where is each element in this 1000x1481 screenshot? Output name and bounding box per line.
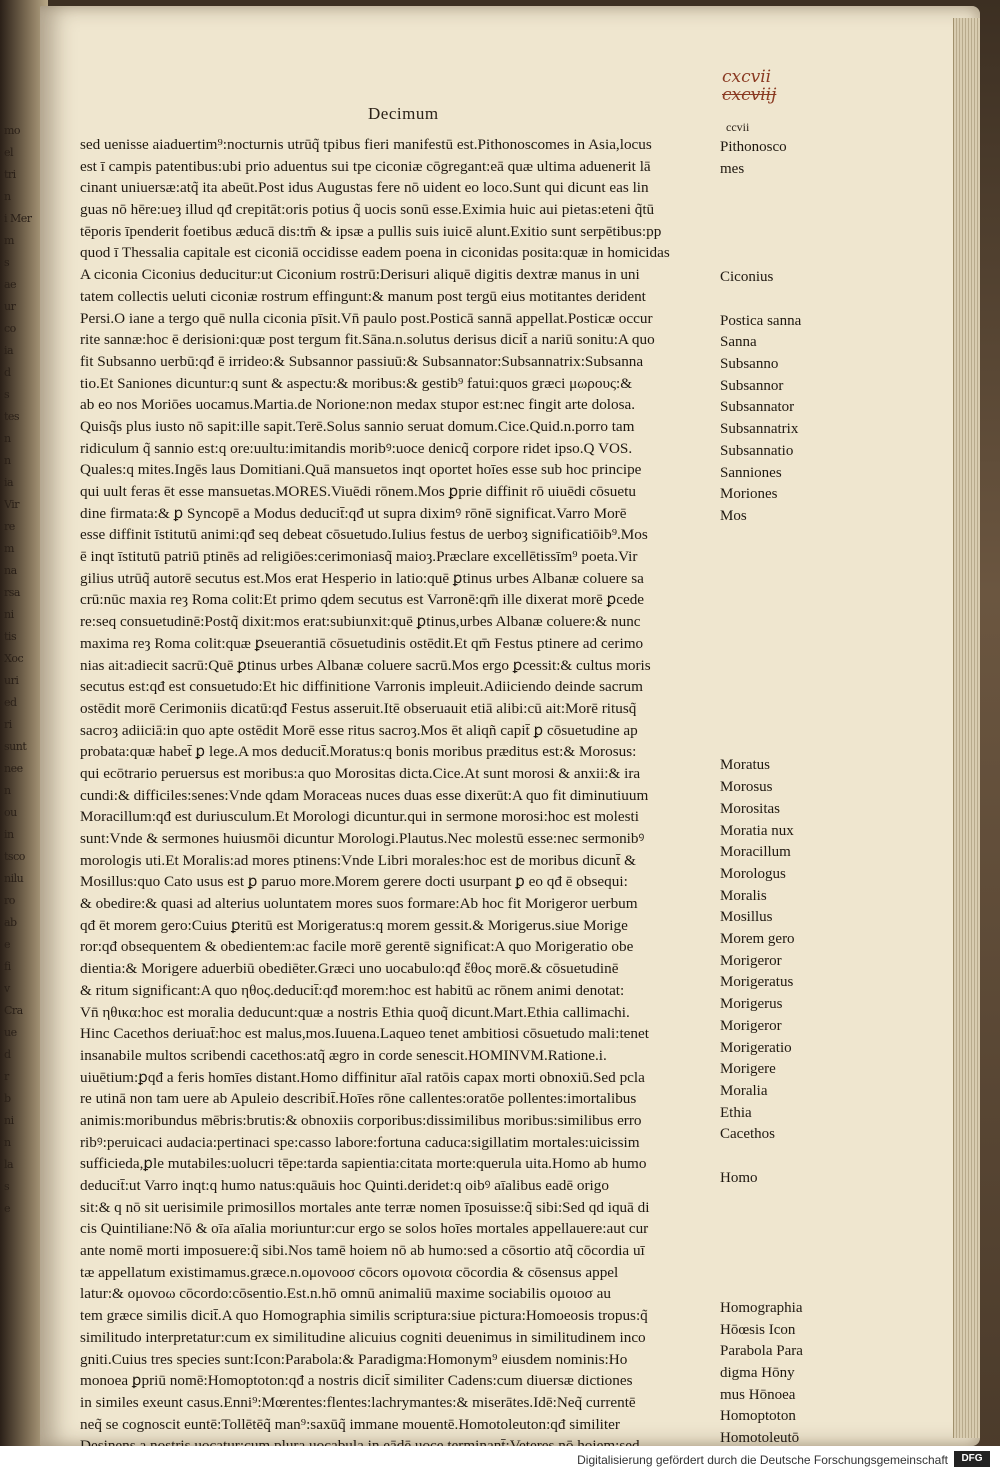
text-line: uiuētium:ꝑqđ a feris homīes distant.Homo diffinitur aīal ratōis capax morti obnoxiū.Sed pcla xyxy=(80,1068,645,1086)
marginal-note: Subsannator xyxy=(720,399,795,416)
bleed-fragment: s xyxy=(4,388,10,401)
marginal-note: Homotoleutō xyxy=(720,1430,800,1447)
marginal-note: Morositas xyxy=(720,800,780,817)
marginal-note: Morigeror xyxy=(720,1017,782,1034)
bleed-fragment: n xyxy=(4,1136,11,1149)
bleed-fragment: n xyxy=(4,432,11,445)
bleed-fragment: Xoc xyxy=(4,652,24,665)
text-line: quod ī Thessalia capitale est ciconiā occidisse eadem poena in ciconidas posita:quæ in homicidas xyxy=(80,244,670,262)
marginal-note: Moralia xyxy=(720,1082,768,1099)
text-line: Hinc Cacethos deriuat̄:hoc est malus,mos.Iuuena.Laqueo tenet ambitiosi cōsuetudo mali:tenet xyxy=(80,1025,649,1043)
marginal-note: Homographia xyxy=(720,1299,803,1316)
bleed-fragment: na xyxy=(4,564,17,577)
bleed-fragment: ae xyxy=(4,278,17,291)
marginal-note: Postica sanna xyxy=(720,312,802,329)
bleed-fragment: la xyxy=(4,1158,14,1171)
text-line: cis Quintiliane:Nō & oīa aīalia moriuntur:cur ergo se solos hoīes mortales appellauere:aut cur xyxy=(80,1220,649,1238)
text-line: sacroȝ adiiciā:in quo apte ostēdit Morē esse ritus sacroȝ.Mos ēt aliqñ capit̄ ꝑ cōsuetudine ap xyxy=(80,721,638,739)
marginal-note: mes xyxy=(720,160,745,177)
dfg-logo: DFG xyxy=(954,1451,990,1467)
bleed-fragment: e xyxy=(4,1202,11,1215)
text-line: A ciconia Ciconius deducitur:ut Ciconium rostrū:Derisuri aliquē digitis dextræ manus in uni xyxy=(80,266,640,284)
bleed-fragment: b xyxy=(4,1092,11,1105)
bleed-fragment: i Mer xyxy=(4,212,32,225)
text-line: ante nomē morti imposuere:q̃ sibi.Nos tamē hoiem nō ab humo:sed a cōsortio atq̃ cōcordia uī xyxy=(80,1242,645,1260)
text-line: guas nō hēre:ueȝ illud qđ crepitāt:oris potius q̃ uocis sonū esse.Eximia huic aui pietas:eteni q̃tū xyxy=(80,201,655,219)
text-line: qđ ēt morem gero:Cuius ꝑteritū est Morigeratus:q morem gessit.& Morigerus.siue Morige xyxy=(80,916,628,934)
text-line: & ritum significant:A quo ηθος.deducit̄:qđ morem:hoc est habitū ac rōnem animi denotat: xyxy=(80,981,625,999)
text-line: ostēdit morē Cerimoniis dicatū:qđ Festus asseruit.Itē obseruauit etiā alibi:cū ait:Morē ritusq̃ xyxy=(80,699,637,717)
text-line: Vn̄ ηθικα:hoc est moralia deducunt:quæ a nostris Ethia quoq̃ dicunt.Mart.Ethia callimachi. xyxy=(80,1003,630,1021)
text-line: tēporis īpenderit foetibus æducā dis:tm̄ & ipsæ a pullis suis iuicē alunt.Exitio sunt serpētibus:pp xyxy=(80,222,662,240)
text-line: Mosillus:quo Cato usus est ꝑ paruo more.Morem gerere docti usurpant ꝑ eo qđ ē obsequi: xyxy=(80,873,628,891)
text-line: ē inqt īstitutū patriū ptinēs ad religiōes:cerimoniasq̃ maioȝ.Præclare excellētissīm⁹ poeta.Vir xyxy=(80,548,638,566)
marginal-note: Morigere xyxy=(720,1061,776,1078)
text-line: gilius utrūq̃ autorē secutus est.Mos erat Hesperio in latio:quē ꝑtinus urbes Albanæ coluere sa xyxy=(80,569,644,587)
page-stack-edge xyxy=(953,18,980,1438)
bleed-fragment: ue xyxy=(4,1026,17,1039)
bleed-fragment: co xyxy=(4,322,16,335)
text-line: Moracillum:qđ est duriusculum.Et Morologi dicuntur.qui in sermone morosi:hoc est molesti xyxy=(80,808,639,826)
marginal-note: Morem gero xyxy=(720,931,795,948)
text-line: ridiculum q̃ sannio est:q ore:uultu:imitandis moribꝰ:uoce denicq̃ corpore ridet ipso.Q VOS. xyxy=(80,439,633,457)
text-line: ror:qđ obsequentem & obedientem:ac facile morē gerentē significat:A quo Morigeratio obe xyxy=(80,938,634,956)
text-line: probata:quæ habet̄ ꝑ lege.A mos deducit̄.Moratus:q bonis moribus præditus est:& Morosus: xyxy=(80,743,637,761)
text-line: tæ appellatum existimamus.græce.n.ομονοοσ cōcors ομονοια cōcordia & cōsensus appel xyxy=(80,1263,619,1281)
text-line: sed uenisse aiaduertim⁹:nocturnis utrūq̃ tpibus fieri manifestū est.Pithonoscomes in Asia,locus xyxy=(80,136,652,153)
bleed-fragment: d xyxy=(4,1048,11,1061)
bleed-fragment: Vir xyxy=(4,498,20,511)
marginal-note: Cacethos xyxy=(720,1126,775,1143)
text-line: dientia:& Morigere aduerbiū obediēter.Græci uno uocabulo:qđ ἔθος morē.& cōsuetudinē xyxy=(80,960,619,978)
marginal-note: Morologus xyxy=(720,865,786,882)
text-line: latur:& ομονοω cōcordo:cōsentio.Est.n.hō omnū animaliū maxime sociabilis ομοιοσ au xyxy=(80,1285,611,1303)
marginal-note: Mos xyxy=(720,507,747,524)
text-line: & obedire:& quasi ad alterius uoluntatem mores suos formare:Ab hoc fit Morigeror uerbum xyxy=(80,895,638,913)
text-line: sit:& q nō sit uerisimile primosillos mortales ante terræ nomen īposuisse:q̃ sibi:Sed qd iquā di xyxy=(80,1198,650,1216)
text-line: ribꝰ:peruicaci audacia:pertinaci spe:casso labore:fortuna caduca:sigillatim mortales:uicissim xyxy=(80,1133,640,1151)
bleed-fragment: mo xyxy=(4,124,21,137)
bleed-fragment: d xyxy=(4,366,11,379)
text-line: gniti.Cuius tres species sunt:Icon:Parabola:& Paradigma:Homonym⁹ eiusdem nominis:Ho xyxy=(80,1350,628,1368)
bleed-fragment: r xyxy=(4,1070,9,1083)
bleed-fragment: ri xyxy=(4,718,12,731)
marginal-note: Pithonosco xyxy=(720,139,787,155)
marginal-note: Morigeratio xyxy=(720,1039,792,1056)
bleed-fragment: nee xyxy=(4,762,23,775)
text-line: animis:moribundus mēbris:brutis:& obnoxiis corporibus:dissimilibus moribus:similibus erro xyxy=(80,1111,642,1129)
handwritten-folio-current: cxcvii xyxy=(722,67,772,87)
text-line: sufficieda,ꝑle mutabiles:uolucri tēpe:tarda sapientia:citata morte:querula uita.Homo ab humo xyxy=(80,1155,647,1173)
left-page-bleed xyxy=(4,120,44,1300)
text-line: tatem collectis ueluti ciconiæ rostrum effingunt:& manum post tergū eius motitantes derident xyxy=(80,287,646,305)
bleed-fragment: ia xyxy=(4,476,14,489)
bleed-fragment: n xyxy=(4,454,11,467)
bleed-fragment: uri xyxy=(4,674,19,687)
bleed-fragment: in xyxy=(4,828,14,841)
marginal-note: Parabola Para xyxy=(720,1343,803,1360)
bleed-fragment: fi xyxy=(4,960,11,973)
bleed-fragment: ur xyxy=(4,300,16,313)
bleed-fragment: n xyxy=(4,784,11,797)
bleed-fragment: n xyxy=(4,190,11,203)
marginal-note: Homoptoton xyxy=(720,1408,796,1425)
bleed-fragment: el xyxy=(4,146,14,159)
text-line: secutus est:qđ est consuetudo:Et hic diffinitione Varronis impleuit.Adiiciendo deinde sacrum xyxy=(80,678,643,696)
text-line: crū:nūc maxia reȝ Roma colit:Et primo qdem secutus est Varronē:qm̄ ille dixerat morē ꝑcede xyxy=(80,591,645,609)
text-line: nias ait:adiecit sacrū:Quē ꝑtinus urbes Albanæ coluere sacrū.Mos ergo ꝑcessit:& cultus moris xyxy=(80,656,651,674)
marginal-note: Moratia nux xyxy=(720,822,794,839)
bleed-fragment: tis xyxy=(4,630,17,643)
handwritten-folio xyxy=(722,68,792,104)
text-line: tem græce similis dicit̄.A quo Homographia similis scriptura:siue pictura:Homoeosis tropus:q̃ xyxy=(80,1307,648,1325)
marginal-note: Homo xyxy=(720,1169,758,1186)
marginal-note: Ethia xyxy=(720,1104,752,1121)
text-line: in similes exeunt casus.Enni⁹:Mœrentes:flentes:lachrymantes:& miserātes.Idē:Neq̃ currentē xyxy=(80,1393,636,1411)
running-head: Decimum xyxy=(368,104,439,123)
bleed-fragment: tri xyxy=(4,168,16,181)
marginal-note: Sanniones xyxy=(720,464,782,481)
marginal-note: mus Hōnoea xyxy=(720,1386,796,1403)
bleed-fragment: s xyxy=(4,1180,10,1193)
text-line: Quales:q mites.Ingēs laus Domitiani.Quā mansuetos inqt oportet hoīes esse sub hoc principe xyxy=(80,461,642,479)
handwritten-folio-struck: cxcviij xyxy=(722,85,777,105)
text-line: rite sannæ:hoc ē derisioni:quæ post tergum fit.Sāna.n.solutus derisus dicit̄ a nariū sonitu:A quo xyxy=(80,331,655,349)
text-line: qui uult feras ēt esse mansuetas.MORES.Viuēdi rōnem.Mos ꝑprie diffinit rō uiuēdi cōsuetu xyxy=(80,483,636,500)
text-line: monoea ꝑpriū nomē:Homoptoton:qđ a nostris dicit̄ similiter Cadens:cum diuersæ dictiones xyxy=(80,1372,633,1390)
marginal-note: Hōœsis Icon xyxy=(720,1321,796,1338)
bleed-fragment: ni xyxy=(4,608,14,621)
text-line: esse diffinit īstitutū animi:qđ seq debeat cōsuetudo.Iulius festus de uerboȝ significatiōib⁹.Mos xyxy=(80,526,648,544)
bleed-fragment: Cra xyxy=(4,1004,23,1017)
marginal-note: Subsannor xyxy=(720,377,784,394)
marginal-note: Sanna xyxy=(720,334,757,351)
bleed-fragment: ni xyxy=(4,1114,14,1127)
text-line: dine firmata:& ꝑ Syncopē a Modus deducit̄:qđ ut supra diximꝰ rōnē significat.Varro Morē xyxy=(80,504,627,522)
marginal-note: Morigeratus xyxy=(720,974,794,991)
marginal-note: Moralis xyxy=(720,887,767,904)
marginal-note: Moratus xyxy=(720,757,770,774)
bleed-fragment: ed xyxy=(4,696,17,709)
text-line: neq̃ se cognoscit euntē:Tollētēq̃ man⁹:saxūq̃ immane mouentē.Homotoleuton:qđ similiter xyxy=(80,1415,620,1433)
bleed-fragment: tes xyxy=(4,410,20,423)
bleed-fragment: nilu xyxy=(4,872,24,885)
bleed-fragment: s xyxy=(4,256,10,269)
marginal-note: Subsannatio xyxy=(720,442,794,459)
marginal-note: Ciconius xyxy=(720,269,774,286)
bleed-fragment: ia xyxy=(4,344,14,357)
bleed-fragment: ro xyxy=(4,894,15,907)
funding-credit: Digitalisierung gefördert durch die Deutsche Forschungsgemeinschaft xyxy=(577,1453,948,1467)
text-line: est ī campis patentibus:ubi prio aduentus sui tpe ciconiæ cōgregant:eā quæ ultima aduenerit lā xyxy=(80,157,651,175)
text-line: tio.Et Saniones dicuntur:q sunt & aspectu:& moribus:& gestib⁹ fatui:quos græci μωρους:& xyxy=(80,374,633,392)
text-line: re utinā non tam uere ab Apuleio describit̄.Hoīes rōne callentes:oratōe pollentes:imortalibus xyxy=(80,1090,637,1108)
bleed-fragment: rsa xyxy=(4,586,20,599)
bleed-fragment: tsco xyxy=(4,850,25,863)
printed-folio: ccvii xyxy=(726,120,750,134)
bleed-fragment: sunt xyxy=(4,740,27,753)
bleed-fragment: ab xyxy=(4,916,17,929)
marginal-note: Morigerus xyxy=(720,996,783,1013)
bleed-fragment: ou xyxy=(4,806,17,819)
text-line: fit Subsanno uerbū:qđ ē irrideo:& Subsannor passiuū:& Subsannator:Subsannatrix:Subsanna xyxy=(80,352,644,370)
marginal-note: Moriones xyxy=(720,486,778,503)
text-line: sunt:Vnde & sermones huiusmōi dicuntur Morologi.Plautus.Nec molestū esse:nec sermonibꝰ xyxy=(80,830,645,847)
marginal-note: Morosus xyxy=(720,779,773,796)
text-line: qui ecōtrario peruersus est moribus:a quo Morositas dicta.Cice.At sunt morosi & anxii:& ira xyxy=(80,764,641,782)
text-line: insanabile multos scribendi cacethos:atq̃ ægro in corde senescit.HOMINVM.Ratione.i. xyxy=(80,1046,607,1064)
text-line: cundi:& difficiles:senes:Vnde qdam Moraceas nuces duas esse dixerūt:A quo fit diminutiuum xyxy=(80,786,649,804)
main-text-block xyxy=(80,134,716,1457)
bleed-fragment: e xyxy=(4,938,11,951)
text-line: similitudo interpretatur:cum ex similitudine alicuius cogniti deuenimus in similitudinem inco xyxy=(80,1328,646,1346)
bleed-fragment: m xyxy=(4,542,14,555)
text-line: deducit̄:ut Varro inqt:q humo natus:quāuis hoc Quinti.deridet:q oibꝰ aīalibus eadē origo xyxy=(80,1177,609,1194)
text-line: Persi.O iane a tergo quē nulla ciconia pīsit.Vn̄ paulo post.Posticā sannā appellat.Posticæ occur xyxy=(80,309,653,327)
marginal-note: Subsanno xyxy=(720,356,779,372)
bleed-fragment: m xyxy=(4,234,14,247)
text-line: morologis uti.Et Moralis:ad mores ptinens:Vnde Libri morales:hoc est de moribus dicunt̄ & xyxy=(80,851,636,869)
text-line: Quisq̃s plus iusto nō sapit:ille sapit.Terē.Solus sannio seruat domum.Cice.Quid.n.porro tam xyxy=(80,417,635,435)
text-line: cinant uniuersæ:atq̃ ita abeūt.Post idus Augustas fere nō uident eo loco.Sunt qui dicunt eas lin xyxy=(80,179,649,197)
text-line: ab eo nos Moriōes uocamus.Martia.de Norione:non medax stupor est:nec fingit arte dolosa. xyxy=(80,396,636,414)
text-line: maxima reȝ Roma colit:quæ ꝑseuerantiā cōsuetudinis ostēdit.Et qm̄ Festus ptinere ad cerimo xyxy=(80,634,644,652)
marginal-note: digma Hōny xyxy=(720,1365,795,1382)
marginal-note: Mosillus xyxy=(720,909,773,926)
bleed-fragment: re xyxy=(4,520,15,533)
text-line: re:seq consuetudinē:Postq̃ dixit:mos erat:subiunxit:quē ꝑtinus,urbes Albanæ coluere:& nunc xyxy=(80,613,641,631)
marginal-note: Subsannatrix xyxy=(720,421,799,438)
bleed-fragment: v xyxy=(4,982,10,995)
marginal-note: Moracillum xyxy=(720,844,791,861)
marginal-note: Morigeror xyxy=(720,952,782,969)
